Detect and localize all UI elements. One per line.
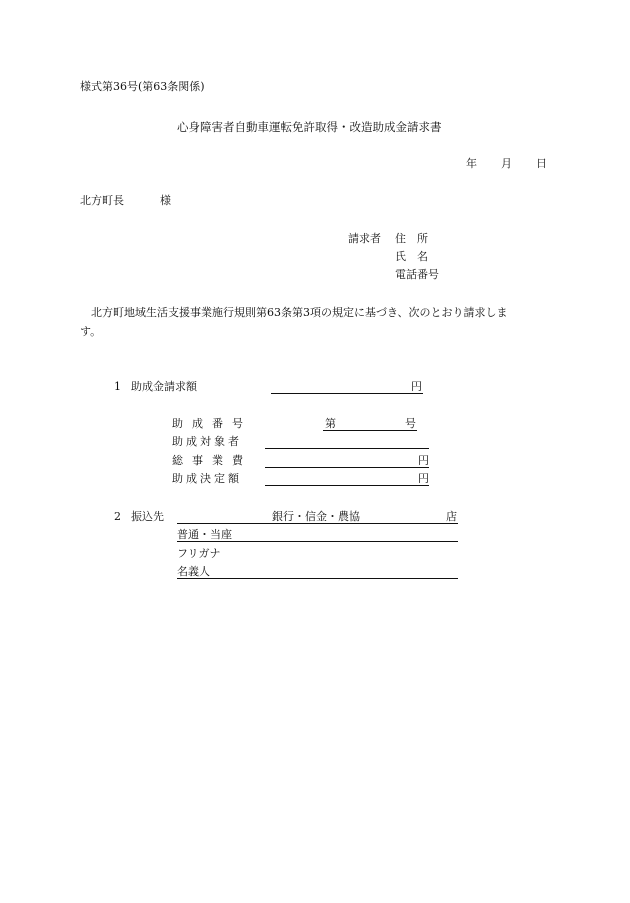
form-number: 様式第36号(第63条関係) <box>80 80 205 93</box>
requester-address-label: 住 所 <box>395 232 428 245</box>
grant-number-suffix: 号 <box>405 417 416 430</box>
item1-unit: 円 <box>411 380 422 393</box>
item1-number: 1 <box>114 380 121 393</box>
account-type-label: 普通・当座 <box>177 528 232 541</box>
grant-recipient-field[interactable] <box>265 448 429 449</box>
item2-number: 2 <box>114 510 121 523</box>
grant-recipient-label: 助成対象者 <box>172 435 242 448</box>
grant-number-prefix: 第 <box>325 417 336 430</box>
date-month: 月 <box>501 157 512 170</box>
total-cost-field[interactable] <box>265 467 429 468</box>
addressee-name: 北方町長 <box>80 194 124 207</box>
account-number-field[interactable] <box>177 541 458 542</box>
page-title: 心身障害者自動車運転免許取得・改造助成金請求書 <box>177 120 442 134</box>
item1-amount-field[interactable] <box>271 393 423 394</box>
total-cost-label: 総事業費 <box>172 454 252 467</box>
account-holder-label: 名義人 <box>177 565 210 578</box>
item1-label: 助成金請求額 <box>131 380 197 393</box>
requester-name-label: 氏 名 <box>395 250 428 263</box>
decided-amount-label: 助成決定額 <box>172 472 242 485</box>
grant-number-label: 助成番号 <box>172 417 252 430</box>
request-statement-cont: す。 <box>80 325 102 338</box>
request-statement: 北方町地域生活支援事業施行規則第63条第3項の規定に基づき、次のとおり請求しま <box>91 306 508 319</box>
requester-label: 請求者 <box>348 232 381 245</box>
date-day: 日 <box>536 157 547 170</box>
total-cost-unit: 円 <box>418 454 429 467</box>
account-holder-field[interactable] <box>177 578 458 579</box>
grant-number-field[interactable] <box>323 430 417 431</box>
branch-label: 店 <box>446 510 457 523</box>
bank-type-label: 銀行・信金・農協 <box>272 510 360 523</box>
furigana-label: フリガナ <box>177 547 221 560</box>
requester-phone-label: 電話番号 <box>395 268 439 281</box>
addressee-honorific: 様 <box>160 194 171 207</box>
item2-label: 振込先 <box>131 510 164 523</box>
date-year: 年 <box>466 157 477 170</box>
decided-amount-field[interactable] <box>265 485 429 486</box>
decided-amount-unit: 円 <box>418 472 429 485</box>
